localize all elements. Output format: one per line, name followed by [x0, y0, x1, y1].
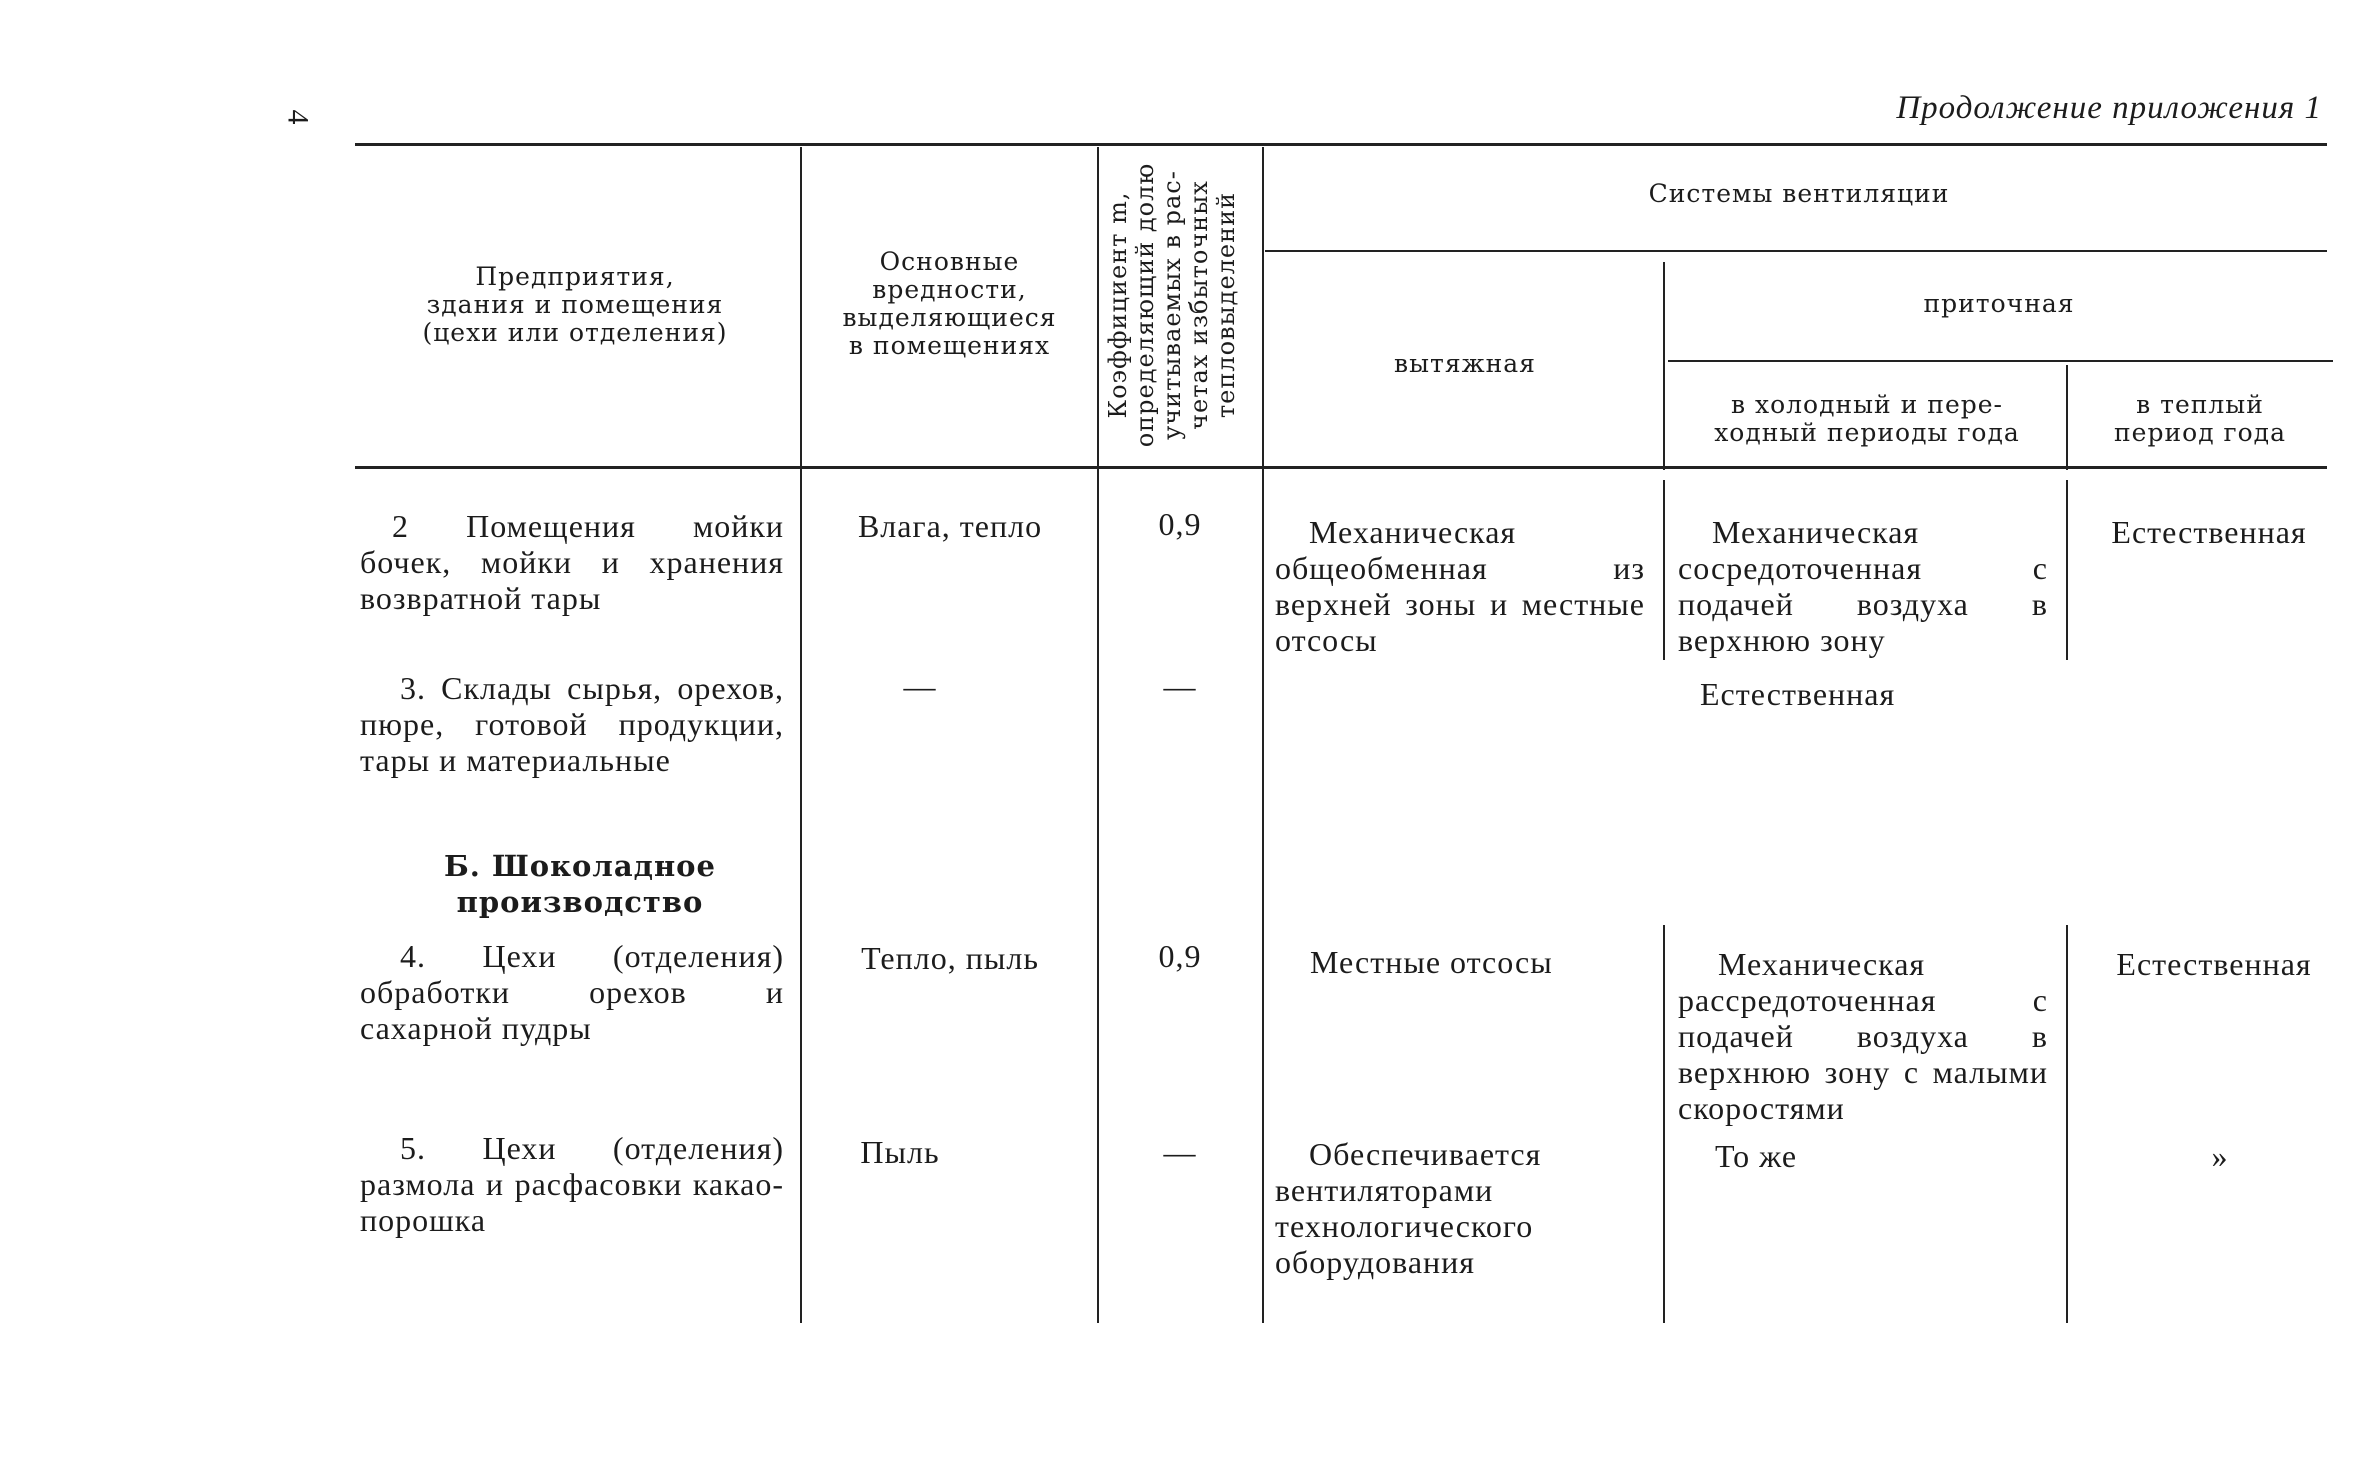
row-4-hazards: Тепло, пыль [861, 940, 1039, 976]
row-2-enterprise: 2 Помещения мойки бочек, мойки и хранения возвратной тары [360, 508, 784, 616]
row-2-exhaust: Механическая общеобменная из верхней зоны и местные отсосы [1275, 514, 1645, 658]
header-bottom-rule [355, 466, 2327, 469]
row-5-coefficient: — [1163, 1134, 1197, 1170]
row-3-merged-systems: Естественная [1700, 676, 1896, 712]
header-supply: приточная [1923, 289, 2075, 318]
header-supply-cold: в холодный и пере- ходный периоды года [1714, 390, 2020, 447]
row-5-hazards: Пыль [860, 1134, 940, 1170]
row-4-supply-cold: Механическая рассредоточенная с подачей воздуха в верхнюю зону с малыми скоростями [1678, 946, 2048, 1126]
header-exhaust: вытяжная [1394, 349, 1536, 378]
row-3-hazards: — [903, 668, 937, 704]
row-5-enterprise: 5. Цехи (отделения) размола и расфасовки какао-порошка [360, 1130, 784, 1238]
col-divider-4a [1663, 262, 1665, 470]
row-2-supply-cold: Механическая сосредоточенная с подачей воздуха в верхнюю зону [1678, 514, 2048, 658]
header-hazards: Основные вредности, выделяющиеся в помещениях [842, 247, 1057, 360]
col-divider-5c [2066, 925, 2068, 1323]
supply-divider-rule [1668, 360, 2333, 362]
col-divider-5b [2066, 480, 2068, 660]
row-3-enterprise: 3. Склады сырья, орехов, пюре, готовой продукции, тары и материальные [360, 670, 784, 778]
header-supply-warm: в теплый период года [2114, 390, 2286, 447]
row-2-hazards: Влага, тепло [857, 508, 1043, 544]
header-systems: Системы вентиляции [1648, 179, 1950, 208]
row-4-coefficient: 0,9 [1158, 938, 1202, 974]
header-enterprise: Предприятия, здания и помещения (цехи или отделения) [422, 262, 728, 347]
row-4-supply-warm: Естественная [2116, 946, 2312, 982]
row-4-exhaust: Местные отсосы [1310, 944, 1553, 980]
systems-divider-rule [1265, 250, 2327, 252]
col-divider-2 [1097, 147, 1099, 1323]
row-2-supply-warm: Естественная [2111, 514, 2307, 550]
row-3-coefficient: — [1163, 668, 1197, 704]
row-2-coefficient: 0,9 [1158, 506, 1202, 542]
table-top-rule [355, 143, 2327, 146]
row-5-supply-cold: То же [1715, 1138, 1798, 1174]
header-coefficient: Коэффициент m, определяющий долю учитываемых в рас- четах избыточных тепловыделений [1104, 162, 1240, 448]
col-divider-5a [2066, 365, 2068, 470]
row-5-supply-warm: » [2211, 1138, 2229, 1174]
col-divider-1 [800, 147, 802, 1323]
row-4-enterprise: 4. Цехи (отделения) обработки орехов и сахарной пудры [360, 938, 784, 1046]
col-divider-4c [1663, 925, 1665, 1323]
section-heading: Б. Шоколадное производство [444, 849, 716, 919]
running-head: Продолжение приложения 1 [1896, 90, 2322, 126]
row-5-exhaust: Обеспечивается вентиляторами технологического оборудования [1275, 1136, 1542, 1280]
page-number: 4 [281, 109, 315, 125]
col-divider-4b [1663, 480, 1665, 660]
col-divider-3 [1262, 147, 1264, 1323]
